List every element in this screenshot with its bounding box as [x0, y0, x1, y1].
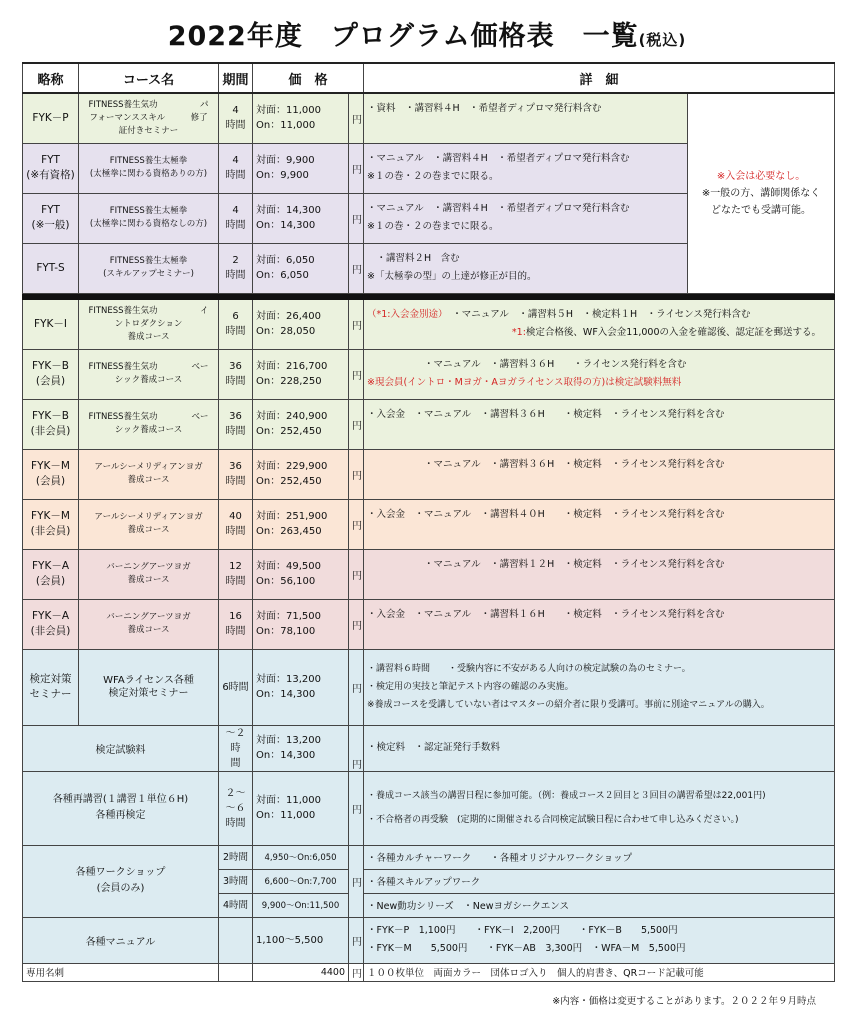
price-table — [22, 62, 835, 982]
detail-cell: ・マニュアル ・講習料４H ・希望者ディプロマ発行料含む ※１の巻・２の巻までに限る。 — [364, 193, 688, 243]
detail-cell: ・入会金 ・マニュアル ・講習料４０H ・検定料 ・ライセンス発行料を含む — [364, 499, 835, 549]
period-cell: ～２時 間 — [219, 725, 253, 771]
price-cell: 対面：13,200 On：14,300 — [253, 649, 349, 725]
detail-cell: ・養成コース該当の講習日程に参加可能。（例：養成コース２回目と３回目の講習希望は22,001円) ・不合格者の再受験 (定期的に開催される合同検定試験日程に合わせて申し込みください。) — [364, 771, 835, 845]
price-cell: 1,100～5,500 — [253, 917, 349, 963]
header-detail: 詳 細 — [364, 63, 835, 93]
course-cell: FITNESS養生気功 べー シック養成コース — [79, 399, 219, 449]
detail-cell: ・資料 ・講習料４H ・希望者ディプロマ発行料含む — [364, 93, 688, 143]
table-row — [23, 963, 835, 981]
table-row — [23, 299, 835, 349]
yen-cell: 円 — [349, 449, 364, 499]
period-cell: 2時間 — [219, 845, 253, 869]
price-cell: 対面：13,200 On：14,300 — [253, 725, 349, 771]
period-cell: 36 時間 — [219, 399, 253, 449]
yen-cell: 円 — [349, 845, 364, 917]
yen-cell: 円 — [349, 349, 364, 399]
yen-cell: 円 — [349, 649, 364, 725]
yen-cell: 円 — [349, 599, 364, 649]
price-cell: 対面：9,900 On：9,900 — [253, 143, 349, 193]
code-cell: FYK－M (非会員) — [23, 499, 79, 549]
period-cell: 6時間 — [219, 649, 253, 725]
period-cell: 4 時間 — [219, 143, 253, 193]
side-note: ※入会は必要なし。 ※一般の方、講師関係なく どなたでも受講可能。 — [688, 93, 835, 293]
detail-cell: ・マニュアル ・講習料４H ・希望者ディプロマ発行料含む ※１の巻・２の巻までに限る。 — [364, 143, 688, 193]
price-cell: 対面：11,000 On：11,000 — [253, 771, 349, 845]
period-cell: 12 時間 — [219, 549, 253, 599]
detail-cell: ・各種スキルアップワーク — [364, 869, 835, 893]
table-row — [23, 93, 835, 143]
table-row — [23, 399, 835, 449]
period-cell: 16 時間 — [219, 599, 253, 649]
detail-cell: ・マニュアル ・講習料１２H ・検定料 ・ライセンス発行料を含む — [364, 549, 835, 599]
yen-cell: 円 — [349, 143, 364, 193]
code-cell: FYK－B (非会員) — [23, 399, 79, 449]
period-cell: 36 時間 — [219, 449, 253, 499]
yen-cell: 円 — [349, 193, 364, 243]
retake-name-cell: 各種再講習(１講習１単位６H) 各種再検定 — [23, 771, 219, 845]
table-row — [23, 771, 835, 845]
price-cell: 対面：6,050 On：6,050 — [253, 243, 349, 293]
price-cell: 4400 — [253, 963, 349, 981]
price-cell: 対面：71,500 On：78,100 — [253, 599, 349, 649]
detail-cell: ・入会金 ・マニュアル ・講習料３６H ・検定料 ・ライセンス発行料を含む — [364, 399, 835, 449]
table-row — [23, 917, 835, 963]
header-course: コース名 — [79, 63, 219, 93]
detail-cell: （*1:入会金別途） ・マニュアル ・講習料５H ・検定料１H ・ライセンス発行料含む *1:検定合格後、WF入会金11,000の入金を確認後、認定証を郵送する。 — [364, 299, 835, 349]
page-title — [0, 14, 854, 53]
yen-cell: 円 — [349, 963, 364, 981]
course-cell: バーニングアーツヨガ 養成コース — [79, 599, 219, 649]
price-cell: 4,950～On:6,050 — [253, 845, 349, 869]
title-tax-note: (税込) — [638, 31, 687, 49]
price-cell: 6,600～On:7,700 — [253, 869, 349, 893]
price-cell: 対面：49,500 On：56,100 — [253, 549, 349, 599]
header-row — [23, 63, 835, 93]
code-cell: FYK－P — [23, 93, 79, 143]
table-row — [23, 599, 835, 649]
price-cell: 9,900～On:11,500 — [253, 893, 349, 917]
period-cell: ２～ ～６ 時間 — [219, 771, 253, 845]
manual-name-cell: 各種マニュアル — [23, 917, 219, 963]
yen-cell: 円 — [349, 725, 364, 771]
code-cell: FYK－B (会員) — [23, 349, 79, 399]
period-cell — [219, 963, 253, 981]
footnote: ※内容・価格は変更することがあります。２０２２年９月時点 — [552, 996, 816, 1007]
course-cell: バーニングアーツヨガ 養成コース — [79, 549, 219, 599]
yen-cell: 円 — [349, 299, 364, 349]
detail-cell: ・検定料 ・認定証発行手数料 — [364, 725, 835, 771]
code-cell: FYT (※一般) — [23, 193, 79, 243]
table-row — [23, 845, 835, 869]
code-cell: 検定対策 セミナー — [23, 649, 79, 725]
code-cell: FYT-S — [23, 243, 79, 293]
course-cell: アールシーメリディアンヨガ 養成コース — [79, 499, 219, 549]
yen-cell: 円 — [349, 917, 364, 963]
header-price: 価 格 — [253, 63, 364, 93]
table-row — [23, 349, 835, 399]
detail-cell: ・各種カルチャーワーク ・各種オリジナルワークショップ — [364, 845, 835, 869]
course-cell: FITNESS養生太極拳 (太極拳に関わる資格ありの方) — [79, 143, 219, 193]
exam-name-cell: 検定試験料 — [23, 725, 219, 771]
price-cell: 対面：240,900 On：252,450 — [253, 399, 349, 449]
detail-cell: ・入会金 ・マニュアル ・講習料１６H ・検定料 ・ライセンス発行料を含む — [364, 599, 835, 649]
table-row — [23, 549, 835, 599]
price-cell: 対面：229,900 On：252,450 — [253, 449, 349, 499]
period-cell: 4 時間 — [219, 193, 253, 243]
detail-cell: ・講習料２H 含む ※「太極拳の型」の上達が修正が目的。 — [364, 243, 688, 293]
workshop-name-cell: 各種ワークショップ (会員のみ) — [23, 845, 219, 917]
course-cell: FITNESS養生太極拳 (スキルアップセミナー) — [79, 243, 219, 293]
detail-cell: ・講習料６時間 ・受験内容に不安がある人向けの検定試験の為のセミナー。 ・検定用の実技と筆記テスト内容の確認のみ実施。 ※養成コースを受講していない者はマスターの紹介者に限り受講可。事前に別途マニュアルの購入。 — [364, 649, 835, 725]
period-cell: 40 時間 — [219, 499, 253, 549]
table-row — [23, 649, 835, 725]
table-row — [23, 499, 835, 549]
yen-cell: 円 — [349, 771, 364, 845]
course-cell: FITNESS養生気功 イ ントロダクション 養成コース — [79, 299, 219, 349]
course-cell: FITNESS養生気功 パ フォーマンススキル 修了 証付きセミナー — [79, 93, 219, 143]
code-cell: FYT (※有資格) — [23, 143, 79, 193]
code-cell: FYK－I — [23, 299, 79, 349]
header-period: 期間 — [219, 63, 253, 93]
table-row — [23, 725, 835, 771]
code-cell: FYK－M (会員) — [23, 449, 79, 499]
period-cell: 4時間 — [219, 893, 253, 917]
price-cell: 対面：216,700 On：228,250 — [253, 349, 349, 399]
header-abbr: 略称 — [23, 63, 79, 93]
period-cell — [219, 917, 253, 963]
table-row — [23, 449, 835, 499]
title-text: 2022年度 プログラム価格表 一覧 — [167, 21, 639, 52]
price-cell: 対面：11,000 On：11,000 — [253, 93, 349, 143]
yen-cell: 円 — [349, 499, 364, 549]
period-cell: 3時間 — [219, 869, 253, 893]
course-cell: FITNESS養生気功 べー シック養成コース — [79, 349, 219, 399]
course-cell: FITNESS養生太極拳 (太極拳に関わる資格なしの方) — [79, 193, 219, 243]
period-cell: 36 時間 — [219, 349, 253, 399]
yen-cell: 円 — [349, 93, 364, 143]
yen-cell: 円 — [349, 243, 364, 293]
course-cell: WFAライセンス各種 検定対策セミナー — [79, 649, 219, 725]
detail-cell: ・New動功シリーズ ・Newヨガシークエンス — [364, 893, 835, 917]
course-cell: アールシーメリディアンヨガ 養成コース — [79, 449, 219, 499]
price-cell: 対面：26,400 On：28,050 — [253, 299, 349, 349]
detail-cell: １００枚単位 両面カラー 団体ロゴ入り 個人的肩書き、QRコード記載可能 — [364, 963, 835, 981]
period-cell: 6 時間 — [219, 299, 253, 349]
price-cell: 対面：251,900 On：263,450 — [253, 499, 349, 549]
detail-cell: ・FYK－P 1,100円 ・FYK－I 2,200円 ・FYK－B 5,500円 ・FYK－M 5,500円 ・FYK－AB 3,300円 ・WFA－M 5,500円 — [364, 917, 835, 963]
code-cell: FYK－A (会員) — [23, 549, 79, 599]
code-cell: FYK－A (非会員) — [23, 599, 79, 649]
yen-cell: 円 — [349, 549, 364, 599]
namecard-name-cell: 専用名刺 — [23, 963, 219, 981]
yen-cell: 円 — [349, 399, 364, 449]
detail-cell: ・マニュアル ・講習料３６H ・ライセンス発行料を含む ※現会員(イントロ・Mヨガ・Aヨガライセンス取得の方)は検定試験料無料 — [364, 349, 835, 399]
price-cell: 対面：14,300 On：14,300 — [253, 193, 349, 243]
period-cell: 2 時間 — [219, 243, 253, 293]
detail-cell: ・マニュアル ・講習料３６H ・検定料 ・ライセンス発行料を含む — [364, 449, 835, 499]
period-cell: 4 時間 — [219, 93, 253, 143]
